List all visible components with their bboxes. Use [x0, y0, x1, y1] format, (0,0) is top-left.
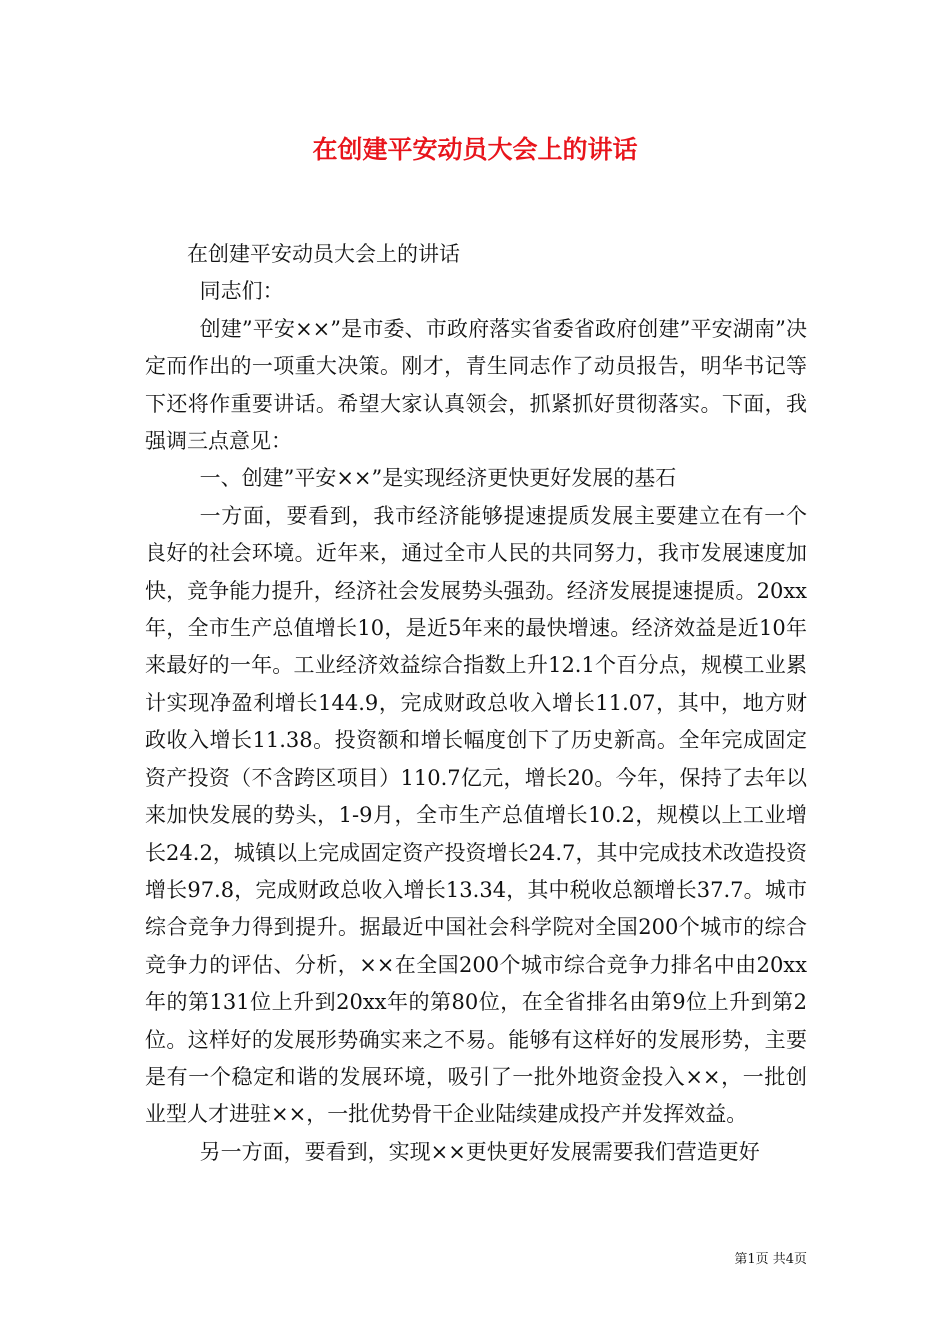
paragraph-economy: 一方面，要看到，我市经济能够提速提质发展主要建立在有一个良好的社会环境。近年来，通过全市人民的共同努力，我市发展速度加快，竞争能力提升，经济社会发展势头强劲。经济发展提速提质。20xx年，全市生产总值增长10，是近5年来的最快增速。经济效益是近10年来最好的一年。工业经济效益综合指数上升12.1个百分点，规模工业累计实现净盈利增长144.9，完成财政总收入增长11.07，其中，地方财政收入增长11.38。投资额和增长幅度创下了历史新高。全年完成固定资产投资（不含跨区项目）110.7亿元，增长20。今年，保持了去年以来加快发展的势头，1-9月，全市生产总值增长10.2，规模以上工业增长24.2，城镇以上完成固定资产投资增长24.7，其中完成技术改造投资增长97.8，完成财政总收入增长13.34，其中税收总额增长37.7。城市综合竞争力得到提升。据最近中国社会科学院对全国200个城市的综合竞争力的评估、分析，××在全国200个城市综合竞争力排名中由20xx年的第131位上升到20xx年的第80位，在全省排名由第9位上升到第2位。这样好的发展形势确实来之不易。能够有这样好的发展形势，主要是有一个稳定和谐的发展环境，吸引了一批外地资金投入××，一批创业型人才进驻××，一批优势骨干企业陆续建成投产并发挥效益。: [145, 503, 807, 1127]
body-heading: 在创建平安动员大会上的讲话: [187, 242, 460, 266]
document-title: 在创建平安动员大会上的讲话: [312, 135, 638, 164]
section-heading-1: 一、创建”平安××”是实现经济更快更好发展的基石: [199, 466, 677, 491]
paragraph-intro: 创建”平安××”是市委、市政府落实省委省政府创建”平安湖南”决定而作出的一项重大决策。刚才，青生同志作了动员报告，明华书记等下还将作重要讲话。希望大家认真领会，抓紧抓好贯彻落实。下面，我强调三点意见：: [145, 316, 807, 454]
salutation: 同志们：: [199, 279, 284, 304]
paragraph-continued: 另一方面，要看到，实现××更快更好发展需要我们营造更好: [199, 1139, 760, 1164]
page-number: 第1页 共4页: [734, 1252, 807, 1267]
document-body: [145, 236, 807, 1171]
